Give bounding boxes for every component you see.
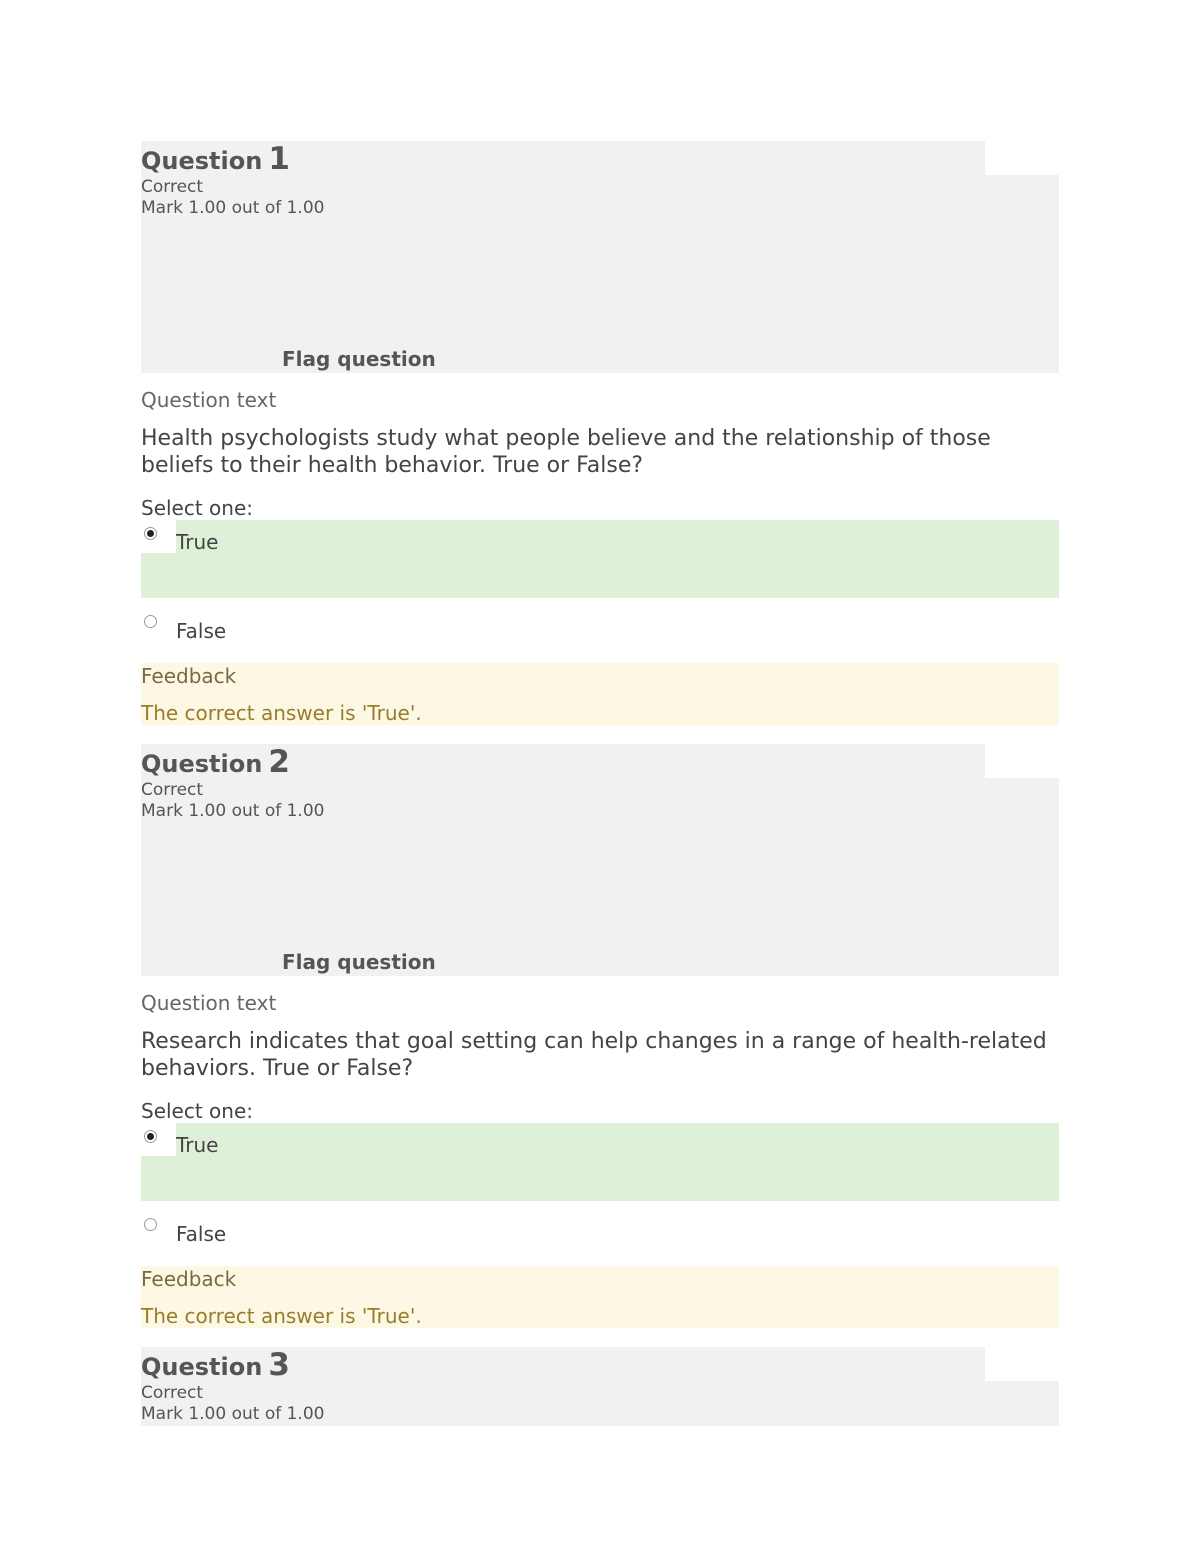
feedback-text: The correct answer is 'True'. <box>141 1304 422 1328</box>
answer-option-label[interactable]: True <box>176 1133 219 1157</box>
quiz-review-page <box>141 141 1059 1426</box>
radio-unselected-icon[interactable] <box>144 1218 157 1231</box>
flag-question-button[interactable]: Flag question <box>282 347 436 371</box>
question-state: Correct <box>141 780 204 800</box>
answer-option-label[interactable]: True <box>176 530 219 554</box>
question-number-value: 1 <box>268 141 290 177</box>
select-one-label: Select one: <box>141 496 254 520</box>
answer-option-label[interactable]: False <box>176 1222 227 1246</box>
question-label: Question <box>141 750 263 778</box>
question-number-value: 2 <box>268 744 290 780</box>
question-label: Question <box>141 1353 263 1381</box>
question-state: Correct <box>141 177 204 197</box>
feedback-box <box>141 1266 1059 1328</box>
question-text: Health psychologists study what people believe and the relationship of those beliefs to their health behavior. True or False? <box>141 426 991 478</box>
feedback-text: The correct answer is 'True'. <box>141 701 422 725</box>
question-label: Question <box>141 147 263 175</box>
question-number <box>141 141 290 179</box>
question-2 <box>141 744 1059 1328</box>
question-number <box>141 744 290 782</box>
feedback-title: Feedback <box>141 1267 237 1291</box>
question-text-label: Question text <box>141 388 277 412</box>
answer-option-false[interactable] <box>141 608 1059 652</box>
question-grade: Mark 1.00 out of 1.00 <box>141 198 325 218</box>
answer-option-true[interactable] <box>141 1123 1059 1201</box>
question-3 <box>141 1347 1059 1426</box>
radio-selected-icon[interactable] <box>144 1130 157 1143</box>
question-info <box>141 744 1059 976</box>
answer-option-false[interactable] <box>141 1211 1059 1255</box>
feedback-box <box>141 663 1059 725</box>
feedback-title: Feedback <box>141 664 237 688</box>
radio-selected-icon[interactable] <box>144 527 157 540</box>
question-text-label: Question text <box>141 991 277 1015</box>
select-one-label: Select one: <box>141 1099 254 1123</box>
question-grade: Mark 1.00 out of 1.00 <box>141 1404 325 1424</box>
question-number-value: 3 <box>268 1347 290 1383</box>
question-info <box>141 1347 1059 1426</box>
question-grade: Mark 1.00 out of 1.00 <box>141 801 325 821</box>
radio-unselected-icon[interactable] <box>144 615 157 628</box>
question-text: Research indicates that goal setting can help changes in a range of health-related behaviors. True or False? <box>141 1029 1047 1081</box>
question-info <box>141 141 1059 373</box>
flag-question-button[interactable]: Flag question <box>282 950 436 974</box>
answer-option-label[interactable]: False <box>176 619 227 643</box>
question-number <box>141 1347 290 1385</box>
question-state: Correct <box>141 1383 204 1403</box>
answer-option-true[interactable] <box>141 520 1059 598</box>
question-1 <box>141 141 1059 725</box>
